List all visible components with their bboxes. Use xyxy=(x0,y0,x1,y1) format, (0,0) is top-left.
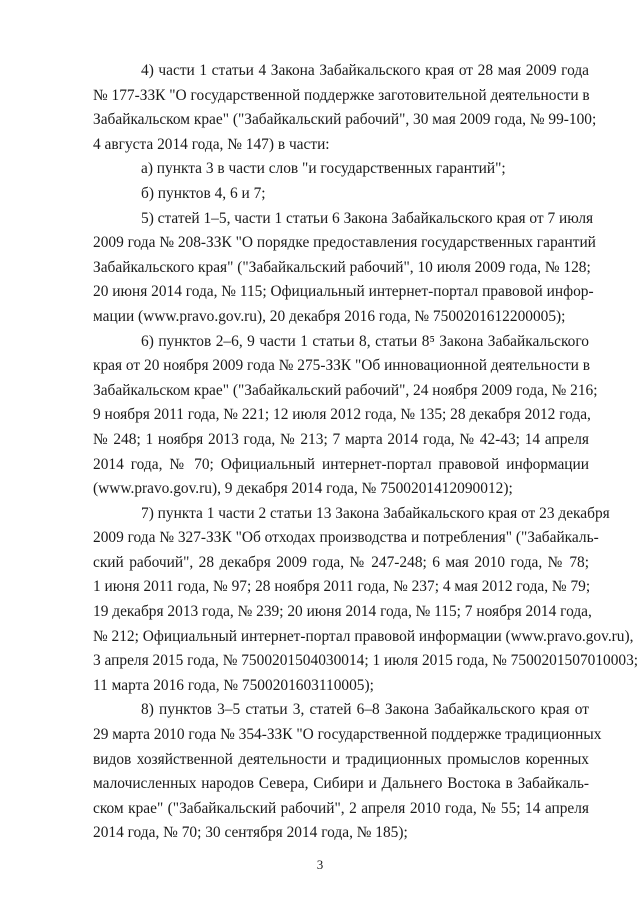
text-line: № 177-ЗЗК "О государственной поддержке заготовительной деятельности в xyxy=(93,86,590,104)
text-line: 2014 года, № 70; Официальный интернет-портал правовой информации xyxy=(93,455,589,473)
paragraph-item-6 xyxy=(93,330,598,502)
text-line: Забайкальском крае" ("Забайкальский рабочий", 24 ноября 2009 года, № 216; xyxy=(93,381,598,399)
text-line: 19 декабря 2013 года, № 239; 20 июня 2014 года, № 115; 7 ноября 2014 года, xyxy=(93,603,592,621)
text-line: (www.pravo.gov.ru), 9 декабря 2014 года, № 7500201412090012); xyxy=(93,480,513,498)
paragraph-item-5 xyxy=(93,207,596,330)
text-line: видов хозяйственной деятельности и традиционных промыслов коренных xyxy=(93,750,589,768)
text-line: мации (www.pravo.gov.ru), 20 декабря 2016 года, № 7500201612200005); xyxy=(93,307,566,325)
page-number: 3 xyxy=(316,857,324,872)
text-line: 8) пунктов 3–5 статьи 3, статей 6–8 Закона Забайкальского края от xyxy=(141,701,589,719)
text-line: 6) пунктов 2–6, 9 части 1 статьи 8, статьи 8⁵ Закона Забайкальского xyxy=(141,332,589,350)
text-line: 11 марта 2016 года, № 7500201603110005); xyxy=(93,676,374,694)
text-line: 2009 года № 208-ЗЗК "О порядке предоставления государственных гарантий xyxy=(93,234,596,252)
text-line: 1 июня 2011 года, № 97; 28 ноября 2011 года, № 237; 4 мая 2012 года, № 79; xyxy=(93,578,591,596)
text-line: № 248; 1 ноября 2013 года, № 213; 7 марта 2014 года, № 42-43; 14 апреля xyxy=(93,430,589,448)
text-line: а) пункта 3 в части слов "и государственных гарантий"; xyxy=(141,160,506,178)
text-line: 20 июня 2014 года, № 115; Официальный интернет-портал правовой инфор- xyxy=(93,283,594,301)
text-line: 5) статей 1–5, части 1 статьи 6 Закона Забайкальского края от 7 июля xyxy=(141,209,594,227)
text-line: 2014 года, № 70; 30 сентября 2014 года, № 185); xyxy=(93,824,408,842)
text-line: № 212; Официальный интернет-портал правовой информации (www.pravo.gov.ru), xyxy=(93,627,634,645)
text-line: малочисленных народов Севера, Сибири и Дальнего Востока в Забайкаль- xyxy=(93,775,589,793)
paragraph-item-7 xyxy=(93,502,639,699)
text-line: края от 20 ноября 2009 года № 275-ЗЗК "Об инновационной деятельности в xyxy=(93,357,591,375)
text-line: ском крае" ("Забайкальский рабочий", 2 апреля 2010 года, № 55; 14 апреля xyxy=(93,799,589,817)
text-line: б) пунктов 4, 6 и 7; xyxy=(141,184,266,202)
text-line: 9 ноября 2011 года, № 221; 12 июля 2012 года, № 135; 28 декабря 2012 года, xyxy=(93,406,591,424)
text-line: 7) пункта 1 части 2 статьи 13 Закона Забайкальского края от 23 декабря xyxy=(141,504,610,522)
paragraph-subitem-b xyxy=(93,182,589,207)
text-line: ский рабочий", 28 декабря 2009 года, № 247-248; 6 мая 2010 года, № 78; xyxy=(93,553,589,571)
text-line: 4 августа 2014 года, № 147) в части: xyxy=(93,135,330,153)
text-line: 2009 года № 327-ЗЗК "Об отходах производства и потребления" ("Забайкаль- xyxy=(93,529,599,547)
text-line: 3 апреля 2015 года, № 7500201504030014; 1 июля 2015 года, № 7500201507010003; xyxy=(93,652,639,670)
text-line: 29 марта 2010 года № 354-ЗЗК "О государственной поддержке традиционных xyxy=(93,726,602,744)
paragraph-subitem-a xyxy=(93,157,589,182)
document-page xyxy=(93,59,639,846)
paragraph-item-4 xyxy=(93,59,597,157)
text-line: Забайкальском крае" ("Забайкальский рабочий", 30 мая 2009 года, № 99-100; xyxy=(93,111,597,129)
text-line: 4) части 1 статьи 4 Закона Забайкальского края от 28 мая 2009 года xyxy=(141,62,589,79)
paragraph-item-8 xyxy=(93,698,602,846)
text-line: Забайкальского края" ("Забайкальский рабочий", 10 июля 2009 года, № 128; xyxy=(93,258,591,276)
